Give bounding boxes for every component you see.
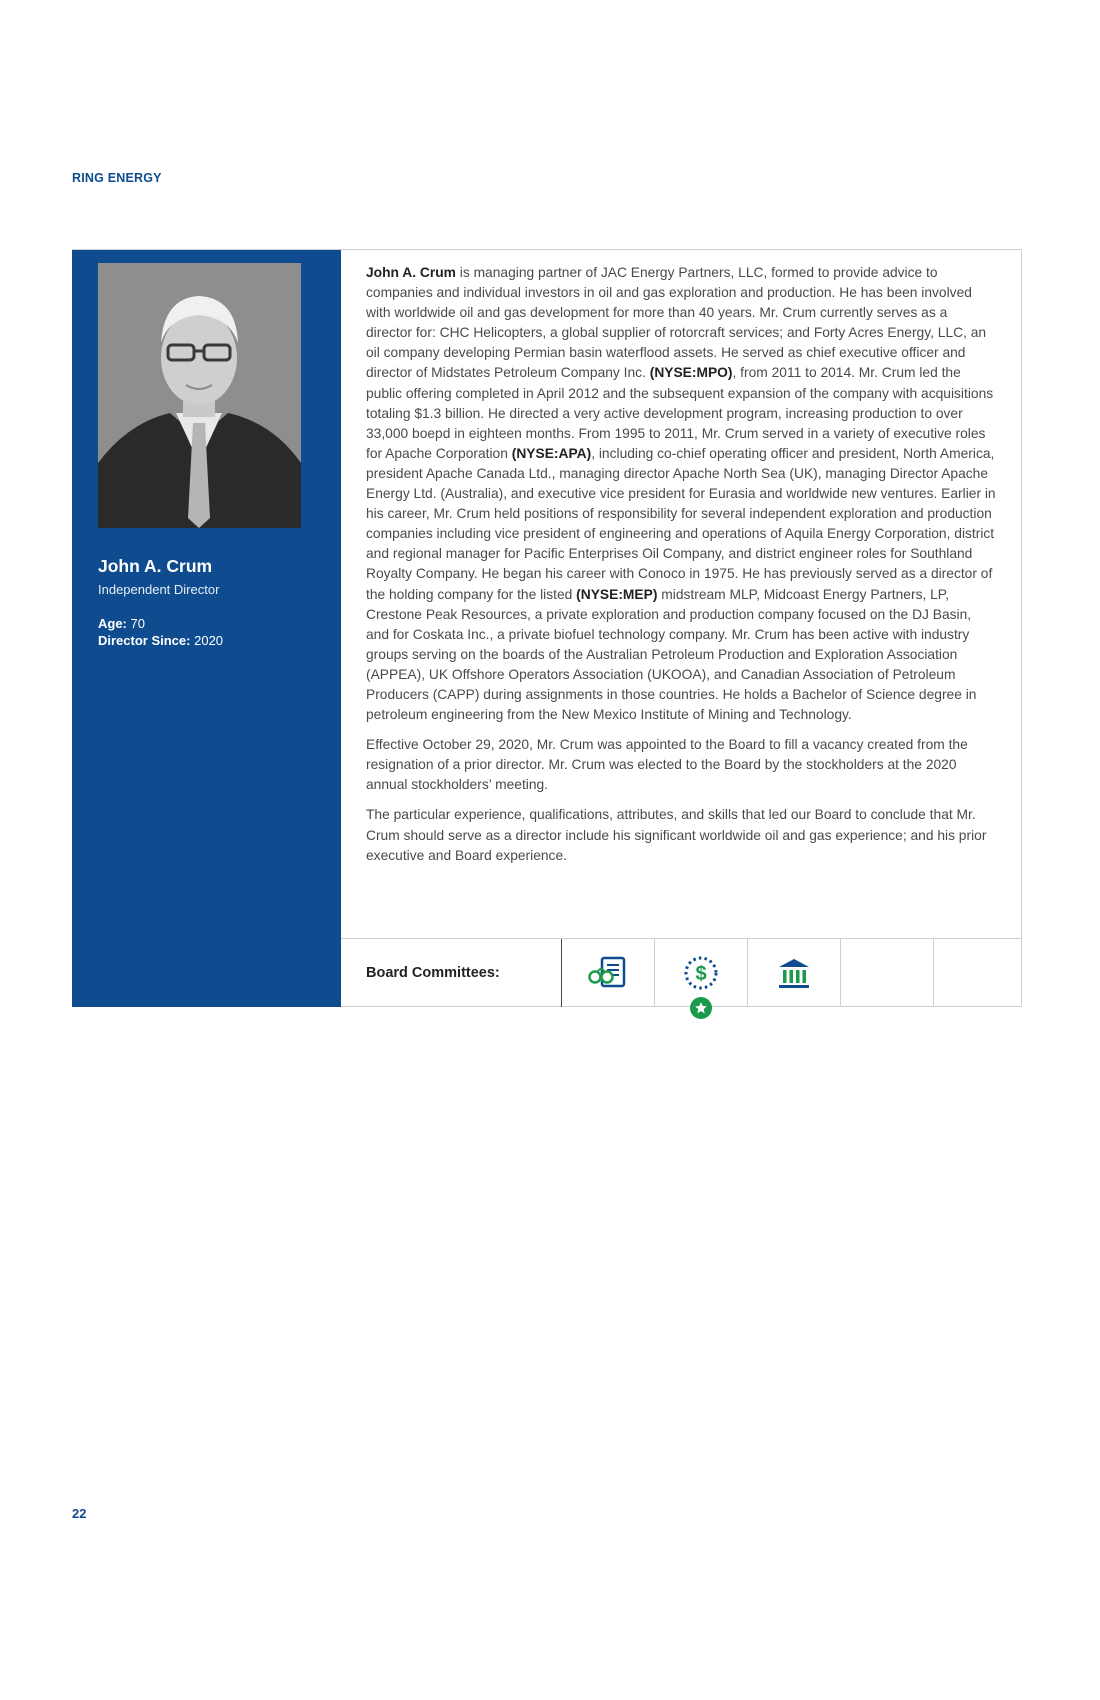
bio-text-run: is managing partner of JAC Energy Partners, LLC, formed to provide advice to companies and individual investors in oil and gas exploration and production. He has been involved with worldwide oil and gas development for more than 40 years. Mr. Crum currently serves as a director for: CHC Helicopters, a global supplier of rotorcraft services; and Forty Acres Energy, LLC, an oil company developing Permian basin waterflood assets. He served as chief executive officer and director of Midstates Petroleum Company Inc. <box>366 265 987 381</box>
director-sidebar <box>72 250 341 1007</box>
bio-text-run: , from 2011 to 2014. Mr. Crum led the public offering completed in April 2012 and the subsequent expansion of the company with acquisitions totaling $1.3 billion. He directed a very active development program, increasing production to over 33,000 boepd in eighteen months. From 1995 to 2011, Mr. Crum served in a variety of executive roles for Apache Corporation <box>366 365 994 461</box>
svg-text:$: $ <box>695 963 707 985</box>
audit-glasses-document-icon <box>588 955 628 991</box>
director-biography <box>341 250 1021 938</box>
age-label: Age: <box>98 616 127 631</box>
star-icon <box>694 1001 708 1015</box>
bio-bold-run: (NYSE:MEP) <box>576 586 658 602</box>
bio-bold-run: (NYSE:APA) <box>511 445 592 461</box>
bio-text-run: , including co-chief operating officer and president, North America, president Apache Canada Ltd., managing director Apache North Sea (UK), managing Director Apache Energy Ltd. (Australia), and executive vice president for Eurasia and worldwide new ventures. Earlier in his career, Mr. Crum held positions of responsibility for several independent exploration and production companies including vice president of engineering and operations of Aquila Energy Corporation, district and regional manager for Pacific Enterprises Oil Company, and district engineer roles for Southland Royalty Company. He began his career with Conoco in 1975. He has previously served as a director of the holding company for the listed <box>366 445 996 602</box>
director-facts <box>98 615 223 649</box>
page-number: 22 <box>72 1506 87 1521</box>
since-row <box>98 632 223 649</box>
committee-cell-empty-1 <box>841 939 934 1007</box>
bio-paragraph-1 <box>366 263 997 725</box>
company-brand: RING ENERGY <box>72 171 162 185</box>
since-value: 2020 <box>194 633 224 648</box>
bio-text-run: midstream MLP, Midcoast Energy Partners, LP, Crestone Peak Resources, a private exploration and production company focused on the DJ Basin, and for Coskata Inc., a private biofuel technology company. Mr. Crum has been active with industry groups serving on the boards of the Australian Petroleum Production and Exploration Association (APPEA), UK Offshore Operators Association (UKOOA), and Canadian Association of Petroleum Producers (CAPP) during assignments in those countries. He holds a Bachelor of Science degree in petroleum engineering from the New Mexico Institute of Mining and Technology. <box>366 586 977 723</box>
director-title: Independent Director <box>98 582 220 597</box>
compensation-dollar-icon <box>683 955 719 991</box>
committee-cell-compensation <box>655 939 748 1007</box>
bio-paragraph-3: The particular experience, qualifications, attributes, and skills that led our Board to conclude that Mr. Crum should serve as a director include his significant worldwide oil and gas experience; and his prior executive and Board experience. <box>366 807 987 863</box>
board-committees-label: Board Committees: <box>341 939 562 1007</box>
since-label: Director Since: <box>98 633 191 648</box>
director-name: John A. Crum <box>98 556 213 576</box>
bio-bold-run: (NYSE:MPO) <box>649 365 733 381</box>
portrait-image <box>98 263 301 528</box>
governance-building-icon <box>776 955 812 991</box>
bio-paragraph-2: Effective October 29, 2020, Mr. Crum was appointed to the Board to fill a vacancy created from the resignation of a prior director. Mr. Crum was elected to the Board by the stockholders at the 2020 annual stockholders’ meeting. <box>366 737 968 793</box>
board-committees-row <box>341 938 1021 1007</box>
director-profile-card <box>72 249 1022 1007</box>
committee-cell-empty-2 <box>934 939 1021 1007</box>
bio-bold-run: John A. Crum <box>366 265 456 280</box>
age-value: 70 <box>130 616 145 631</box>
director-portrait <box>98 263 301 528</box>
age-row <box>98 615 223 632</box>
committee-cell-governance <box>748 939 841 1007</box>
committee-chair-badge <box>690 997 712 1019</box>
committee-cell-audit <box>562 939 655 1007</box>
